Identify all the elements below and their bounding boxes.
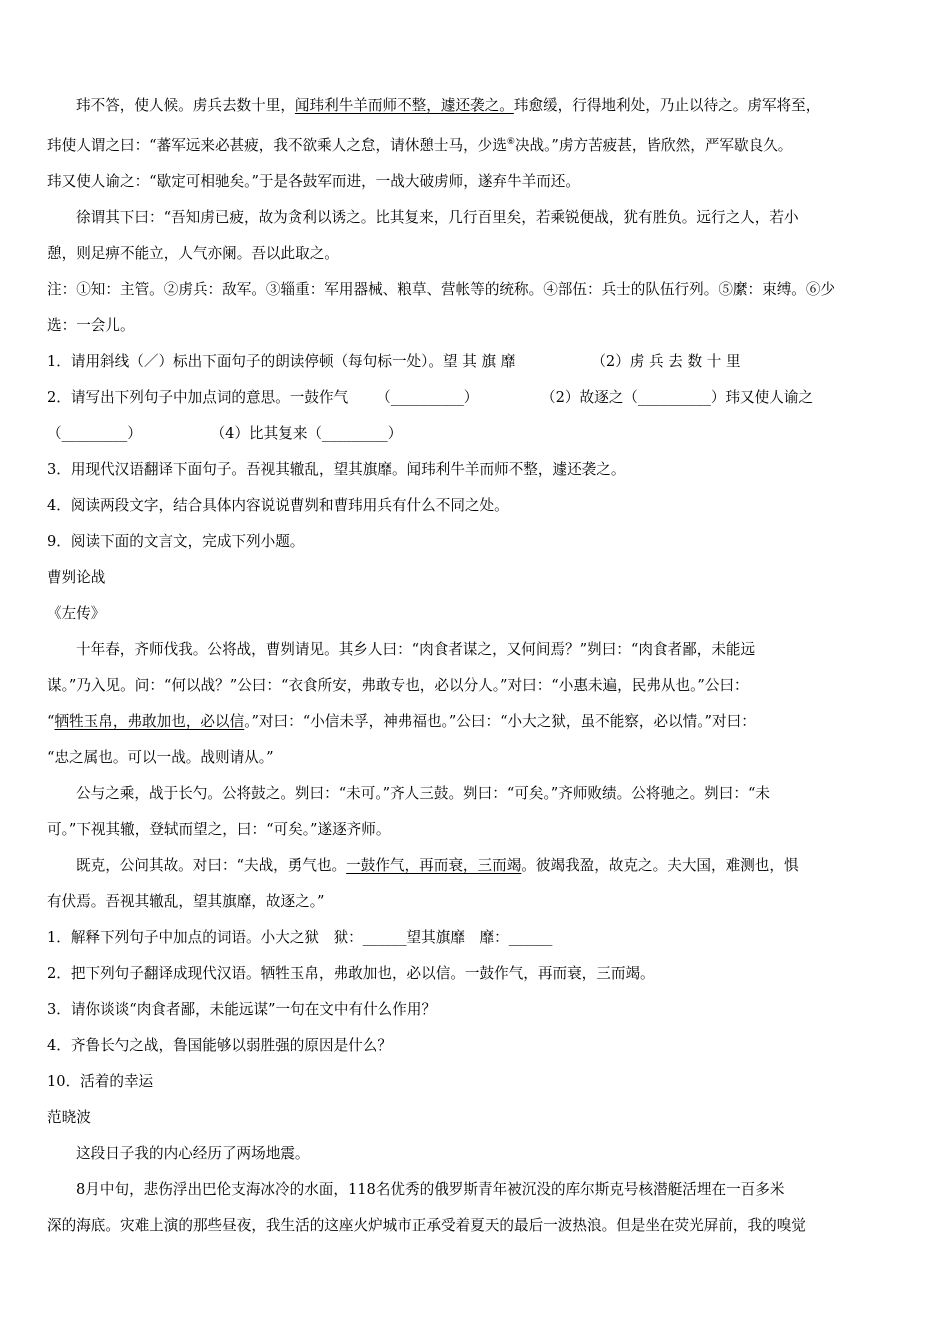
question-3: 3．请你谈谈“肉食者鄙，未能远谋”一句在文中有什么作用？ — [47, 1000, 437, 1018]
notes-line: 注：①知：主管。②虏兵：敌军。③辎重：军用器械、粮草、营帐等的统称。④部伍：兵士的队伍行列。⑤縻：束缚。⑥少 — [47, 280, 836, 298]
question-1: 1．请用斜线（／）标出下面句子的朗读停顿（每句标一处）。望 其 旗 靡 （2）虏 兵 去 数 十 里 — [47, 352, 741, 370]
question-2: 2．请写出下列句子中加点词的意思。一鼓作气 （__________） （2）故逐之（__________）玮又使人谕之 — [47, 388, 814, 406]
passage-line: 十年春，齐师伐我。公将战，曹刿请见。其乡人曰：“肉食者谋之，又何间焉？”刿曰：“肉食者鄙，未能远 — [76, 640, 756, 658]
article-source: 《左传》 — [47, 604, 106, 622]
question-2-cont: （_________） （4）比其复来（_________） — [47, 424, 403, 442]
passage-line: 公与之乘，战于长勺。公将鼓之。刿曰：“未可。”齐人三鼓。刿曰：“可矣。”齐师败绩。公将驰之。刿曰：“未 — [76, 784, 771, 802]
underlined-sentence: 闻玮利牛羊而师不整，遽还袭之。 — [294, 97, 514, 114]
passage-line: 徐谓其下曰：“吾知虏已疲，故为贪利以诱之。比其复来，几行百里矣，若乘锐便战，犹有胜负。远行之人，若小 — [76, 208, 799, 226]
footnote-marker: ⑥ — [506, 137, 515, 147]
passage-line: 深的海底。灾难上演的那些昼夜，我生活的这座火炉城市正承受着夏天的最后一波热浪。但是坐在荧光屏前，我的嗅觉 — [47, 1216, 806, 1234]
passage-line: 玮不答，使人候。虏兵去数十里，闻玮利牛羊而师不整，遽还袭之。玮愈缓，行得地利处，乃止以待之。虏军将至， — [76, 97, 821, 114]
passage-line: 憩，则足痹不能立，人气亦阑。吾以此取之。 — [47, 244, 339, 262]
answer-blank: （_________） — [47, 424, 142, 442]
passage-line: 8月中旬，悲伤浮出巴伦支海冰冷的水面，118名优秀的俄罗斯青年被沉没的库尔斯克号核潜艇活埋在一百多米 — [76, 1180, 785, 1198]
passage-line: 玮又使人谕之：“歇定可相驰矣。”于是各鼓军而进，一战大破虏师，遂弃牛羊而还。 — [47, 172, 580, 190]
passage-line: 玮使人谓之曰：“蕃军远来必甚疲，我不欲乘人之怠，请休憩士马，少选⑥决战。”虏方苦疲甚，皆欣然，严军歇良久。 — [47, 136, 793, 154]
question-4: 4．齐鲁长勺之战，鲁国能够以弱胜强的原因是什么？ — [47, 1036, 392, 1054]
notes-line: 选：一会儿。 — [47, 316, 135, 334]
passage-line: 谋。”乃入见。问：“何以战？”公曰：“衣食所安，弗敢专也，必以分人。”对曰：“小惠未遍，民弗从也。”公曰： — [47, 676, 749, 694]
passage-line: 有伏焉。吾视其辙乱，望其旗靡，故逐之。” — [47, 892, 325, 910]
passage-line: “忠之属也。可以一战。战则请从。” — [47, 748, 274, 766]
passage-line: 这段日子我的内心经历了两场地震。 — [76, 1144, 310, 1162]
section-heading: 9．阅读下面的文言文，完成下列小题。 — [47, 532, 305, 550]
question-4: 4．阅读两段文字，结合具体内容说说曹刿和曹玮用兵有什么不同之处。 — [47, 496, 509, 514]
passage-line: 可。”下视其辙，登轼而望之，曰：“可矣。”遂逐齐师。 — [47, 820, 391, 838]
article-title: 曹刿论战 — [47, 568, 106, 586]
question-2: 2．把下列句子翻译成现代汉语。牺牲玉帛，弗敢加也，必以信。一鼓作气，再而衰，三而竭。 — [47, 964, 655, 982]
passage-line: “牺牲玉帛，弗敢加也，必以信。”对曰：“小信未孚，神弗福也。”公曰：“小大之狱，虽不能察，必以情。”对曰： — [47, 712, 756, 730]
underlined-sentence: 一鼓作气，再而衰，三而竭 — [346, 856, 522, 874]
section-heading: 10．活着的幸运 — [47, 1072, 154, 1090]
underlined-sentence: 牺牲玉帛，弗敢加也，必以信 — [54, 712, 245, 730]
article-author: 范晓波 — [47, 1108, 91, 1126]
question-1: 1．解释下列句子中加点的词语。小大之狱 狱：______望其旗靡 靡：______ — [47, 928, 553, 946]
passage-line: 既克，公问其故。对曰：“夫战，勇气也。一鼓作气，再而衰，三而竭。彼竭我盈，故克之。夫大国，难测也，惧 — [76, 856, 799, 874]
question-3: 3．用现代汉语翻译下面句子。吾视其辙乱，望其旗靡。闻玮利牛羊而师不整，遽还袭之。 — [47, 460, 626, 478]
document-page — [47, 96, 913, 1236]
answer-blank: （__________） — [376, 388, 479, 406]
